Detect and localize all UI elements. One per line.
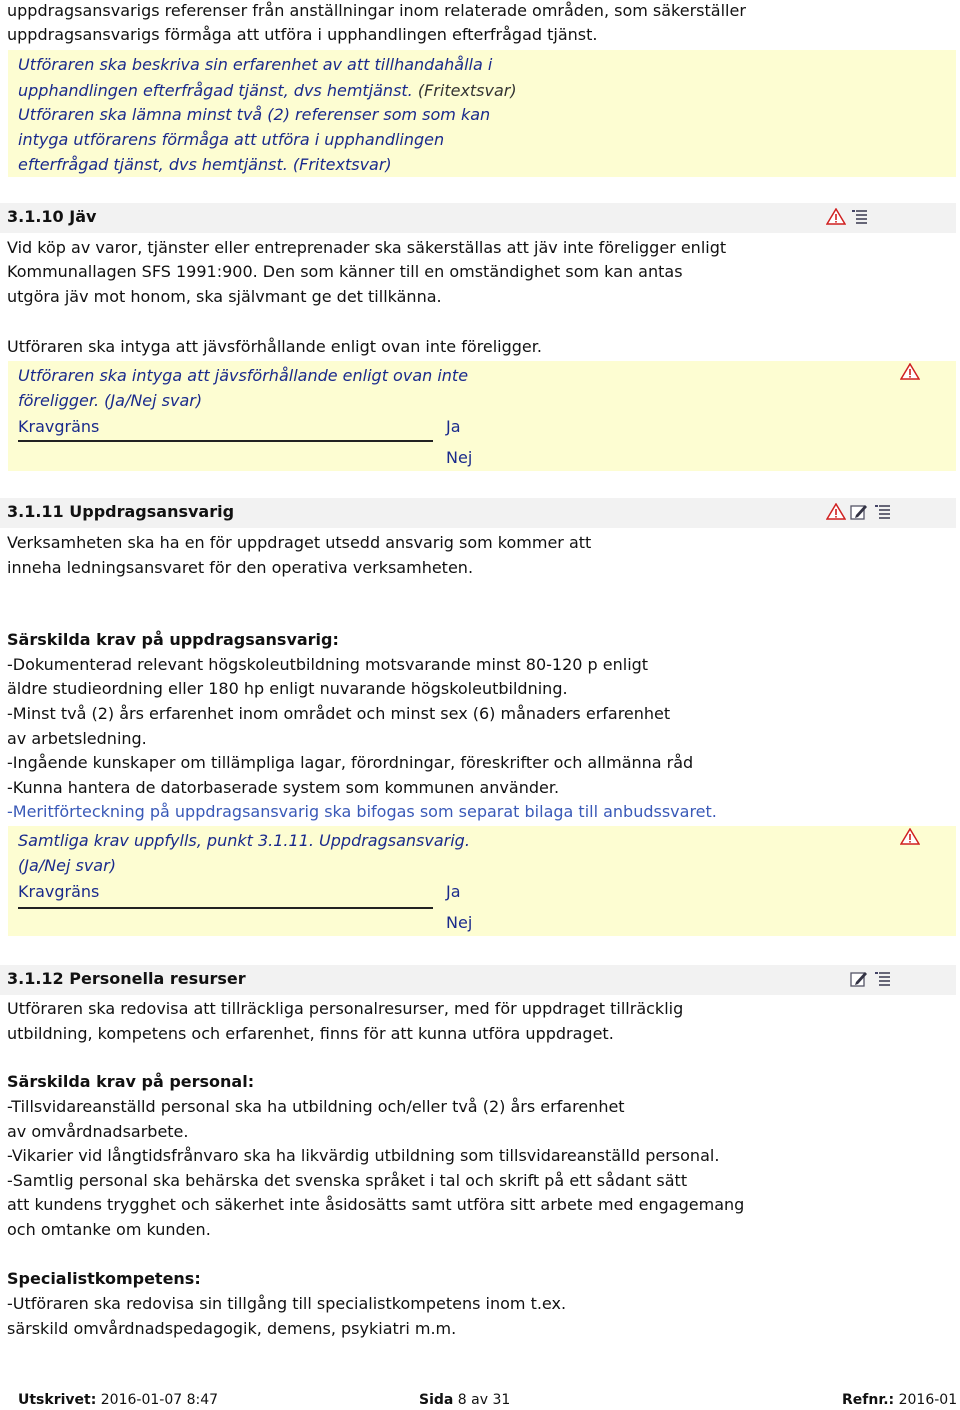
requirement-line: att kundens trygghet och säkerhet inte åsidosätts samt utföra sitt arbete med engagemang — [7, 1195, 745, 1214]
list-icon[interactable] — [872, 970, 892, 988]
option-no[interactable]: Nej — [446, 448, 473, 467]
requirement-line: särskild omvårdnadspedagogik, demens, psykiatri m.m. — [7, 1319, 457, 1338]
footer-page-value: 8 av 31 — [453, 1392, 511, 1408]
edit-icon[interactable] — [849, 503, 869, 521]
footer-printed — [18, 1392, 218, 1408]
box-text — [18, 78, 517, 104]
body-text: utgöra jäv mot honom, ska självmant ge det tillkänna. — [7, 287, 442, 306]
requirement-line: -Tillsvidareanställd personal ska ha utbildning och/eller två (2) års erfarenhet — [7, 1097, 625, 1116]
attachment-requirement: -Meritförteckning på uppdragsansvarig ska bifogas som separat bilaga till anbudssvaret. — [7, 802, 717, 821]
footer-page — [419, 1392, 510, 1408]
box-text: Samtliga krav uppfylls, punkt 3.1.11. Uppdragsansvarig. — [18, 831, 470, 850]
box-text-part: upphandlingen efterfrågad tjänst, dvs hemtjänst. — [18, 81, 413, 100]
footer-ref-label: Refnr.: — [842, 1392, 895, 1408]
box-text: Utföraren ska beskriva sin erfarenhet av att tillhandahålla i — [18, 55, 493, 74]
footer-ref-value: 2016-01 — [894, 1392, 958, 1408]
box-text: föreligger. (Ja/Nej svar) — [18, 391, 203, 410]
requirements-heading: Särskilda krav på personal: — [7, 1072, 255, 1091]
answer-box — [8, 826, 956, 936]
footer-ref — [842, 1392, 957, 1408]
requirement-line: -Kunna hantera de datorbaserade system som kommunen använder. — [7, 778, 560, 797]
section-header-3-1-11 — [0, 498, 956, 528]
body-text: Utföraren ska redovisa att tillräckliga personalresurser, med för uppdraget tillräcklig — [7, 999, 684, 1018]
body-text: uppdragsansvarigs referenser från anställningar inom relaterade områden, som säkerställer — [7, 1, 746, 20]
kravgrans-line — [18, 907, 433, 909]
box-text: efterfrågad tjänst, dvs hemtjänst. (Fritextsvar) — [18, 155, 392, 174]
specialist-heading: Specialistkompetens: — [7, 1269, 201, 1288]
list-icon[interactable] — [872, 503, 892, 521]
requirement-line: -Minst två (2) års erfarenhet inom området och minst sex (6) månaders erfarenhet — [7, 704, 671, 723]
requirement-line: -Ingående kunskaper om tillämpliga lagar, förordningar, föreskrifter och allmänna råd — [7, 753, 694, 772]
warning-icon[interactable] — [900, 828, 920, 846]
footer-page-label: Sida — [419, 1392, 454, 1408]
box-text: intyga utförarens förmåga att utföra i upphandlingen — [18, 130, 445, 149]
option-no[interactable]: Nej — [446, 913, 473, 932]
option-yes[interactable]: Ja — [446, 417, 461, 436]
warning-icon[interactable] — [900, 363, 920, 381]
warning-icon[interactable] — [826, 208, 846, 226]
requirement-line: och omtanke om kunden. — [7, 1220, 211, 1239]
section-title: 3.1.11 Uppdragsansvarig — [7, 502, 235, 521]
fritext-label: (Fritextsvar) — [412, 81, 517, 100]
body-text: Utföraren ska intyga att jävsförhållande enligt ovan inte föreligger. — [7, 337, 542, 356]
footer-printed-value: 2016-01-07 8:47 — [96, 1392, 219, 1408]
box-text: Utföraren ska lämna minst två (2) referenser som som kan — [18, 105, 491, 124]
section-title: 3.1.12 Personella resurser — [7, 969, 246, 988]
requirement-line: -Samtlig personal ska behärska det svenska språket i tal och skrift på ett sådant sätt — [7, 1171, 688, 1190]
box-text: Utföraren ska intyga att jävsförhållande enligt ovan inte — [18, 366, 469, 385]
section-header-3-1-12 — [0, 965, 956, 995]
answer-box — [8, 50, 956, 177]
requirement-line: av omvårdnadsarbete. — [7, 1122, 189, 1141]
footer-printed-label: Utskrivet: — [18, 1392, 97, 1408]
body-text: inneha ledningsansvaret för den operativa verksamheten. — [7, 558, 474, 577]
requirement-line: av arbetsledning. — [7, 729, 147, 748]
option-yes[interactable]: Ja — [446, 882, 461, 901]
kravgrans-line — [18, 440, 433, 442]
requirement-line: -Vikarier vid långtidsfrånvaro ska ha likvärdig utbildning som tillsvidareanställd personal. — [7, 1146, 720, 1165]
section-header-3-1-10 — [0, 203, 956, 233]
body-text: utbildning, kompetens och erfarenhet, finns för att kunna utföra uppdraget. — [7, 1024, 614, 1043]
box-text: (Ja/Nej svar) — [18, 856, 116, 875]
warning-icon[interactable] — [826, 503, 846, 521]
requirements-heading: Särskilda krav på uppdragsansvarig: — [7, 630, 339, 649]
requirement-line: -Dokumenterad relevant högskoleutbildning motsvarande minst 80-120 p enligt — [7, 655, 649, 674]
requirement-line: -Utföraren ska redovisa sin tillgång till specialistkompetens inom t.ex. — [7, 1294, 567, 1313]
edit-icon[interactable] — [849, 970, 869, 988]
body-text: uppdragsansvarigs förmåga att utföra i upphandlingen efterfrågad tjänst. — [7, 25, 598, 44]
requirement-line: äldre studieordning eller 180 hp enligt nuvarande högskoleutbildning. — [7, 679, 568, 698]
answer-box — [8, 361, 956, 471]
body-text: Kommunallagen SFS 1991:900. Den som känner till en omständighet som kan antas — [7, 262, 683, 281]
kravgrans-label: Kravgräns — [18, 882, 100, 901]
kravgrans-label: Kravgräns — [18, 417, 100, 436]
body-text: Verksamheten ska ha en för uppdraget utsedd ansvarig som kommer att — [7, 533, 592, 552]
section-title: 3.1.10 Jäv — [7, 207, 97, 226]
list-icon[interactable] — [849, 208, 869, 226]
body-text: Vid köp av varor, tjänster eller entreprenader ska säkerställas att jäv inte föreligger enligt — [7, 238, 727, 257]
